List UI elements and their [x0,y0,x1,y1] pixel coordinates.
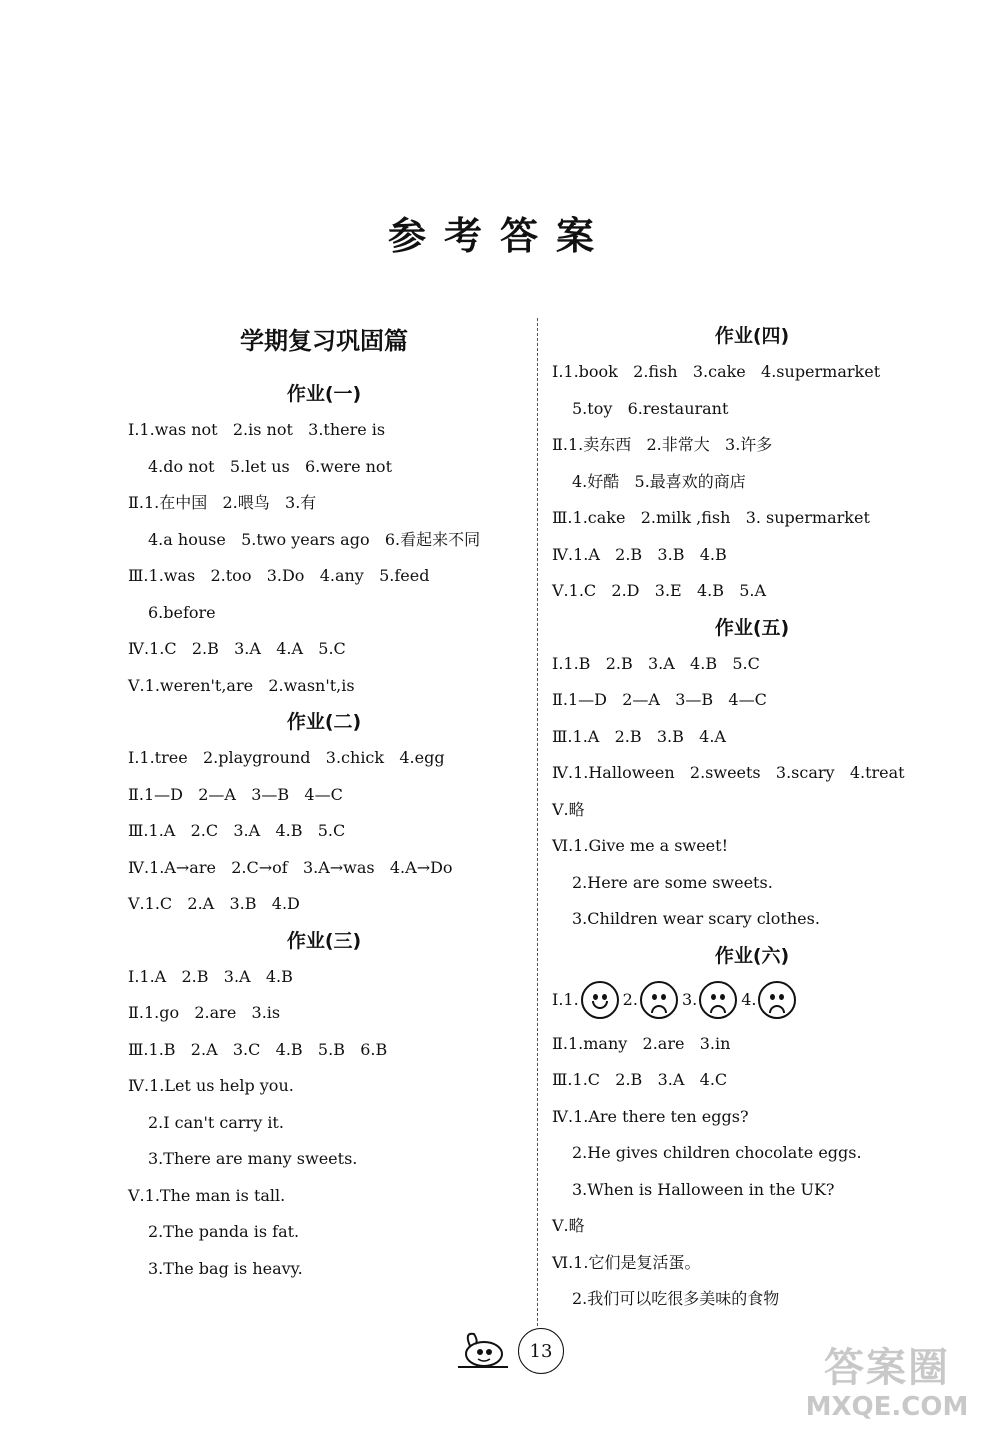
answer-line: 6.before [148,602,216,622]
answer-line: 4.a house 5.two years ago 6.看起来不同 [148,529,481,549]
watermark-en: MXQE.COM [805,1392,969,1422]
answer-line: Ⅱ.1.卖东西 2.非常大 3.许多 [552,435,773,454]
faces-prefix: Ⅰ.1. [552,990,579,1009]
answer-line: Ⅰ.1.was not 2.is not 3.there is [128,420,386,439]
answer-line: Ⅵ.1.Give me a sweet! [552,836,728,855]
face-label: 4. [741,990,757,1009]
answer-line: Ⅰ.1.A 2.B 3.A 4.B [128,966,293,986]
face-label: 3. [681,990,698,1009]
answer-line: 4.do not 5.let us 6.were not [148,456,392,476]
answer-line: 3.The bag is heavy. [148,1258,303,1278]
answer-line: Ⅳ.1.C 2.B 3.A 4.A 5.C [128,639,346,658]
page-number-area [452,1318,572,1378]
answer-line: Ⅲ.1.B 2.A 3.C 4.B 5.B 6.B [128,1039,388,1059]
answer-line: Ⅳ.1.A→are 2.C→of 3.A→was 4.A→Do [128,857,453,877]
answer-line: 2.I can't carry it. [148,1112,284,1132]
answer-line: 3.When is Halloween in the UK? [572,1179,835,1199]
sad-face-icon [699,981,737,1019]
page-number: 13 [518,1328,564,1374]
homework-3-title: 作业(三) [286,929,362,952]
page-title: 参考答案 [387,214,612,258]
smiley-face-icon [581,981,619,1019]
sad-face-icon [640,981,678,1019]
homework-1-title: 作业(一) [286,383,362,405]
column-divider [537,318,538,1326]
homework-2-title: 作业(二) [286,711,362,733]
answer-line: Ⅳ.1.Are there ten eggs? [552,1106,749,1126]
answer-line: Ⅴ.略 [552,799,585,819]
watermark-cn: 答案圈 [824,1345,950,1391]
sad-face-icon [758,981,796,1019]
watermark-logo [792,1344,982,1426]
answer-line: Ⅴ.略 [552,1216,585,1235]
answer-line: Ⅳ.1.Halloween 2.sweets 3.scary 4.treat [552,763,905,782]
answer-line: Ⅱ.1.在中国 2.喂鸟 3.有 [128,493,317,512]
answer-line: 4.好酷 5.最喜欢的商店 [572,471,746,491]
answer-line: Ⅲ.1.cake 2.milk ,fish 3. supermarket [552,508,870,527]
left-column [128,318,520,1287]
answer-line: Ⅱ.1—D 2—A 3—B 4—C [552,690,767,709]
answer-line: Ⅴ.1.The man is tall. [128,1185,286,1205]
answer-line: Ⅱ.1—D 2—A 3—B 4—C [128,784,343,804]
answer-line: 2.The panda is fat. [148,1222,300,1241]
faces-answer-row [552,974,952,1026]
answer-line: 2.He gives children chocolate eggs. [572,1143,862,1162]
answer-line: Ⅵ.1.它们是复活蛋。 [552,1252,701,1272]
answer-line: 2.Here are some sweets. [572,872,773,892]
answer-line: Ⅰ.1.B 2.B 3.A 4.B 5.C [552,653,760,673]
homework-5-title: 作业(五) [714,616,790,639]
homework-4-title: 作业(四) [714,325,790,347]
answer-line: 2.我们可以吃很多美味的食物 [572,1289,780,1308]
homework-6-title: 作业(六) [714,944,790,967]
answer-line: Ⅲ.1.A 2.B 3.B 4.A [552,726,726,746]
answer-line: Ⅲ.1.was 2.too 3.Do 4.any 5.feed [128,566,430,585]
face-label: 2. [622,990,638,1009]
answer-line: Ⅲ.1.A 2.C 3.A 4.B 5.C [128,821,346,840]
answer-line: Ⅴ.1.C 2.A 3.B 4.D [128,894,300,913]
answer-line: Ⅰ.1.book 2.fish 3.cake 4.supermarket [552,362,881,381]
answer-line: Ⅱ.1.go 2.are 3.is [128,1003,281,1022]
right-column [552,318,952,1318]
mascot-icon [454,1326,510,1370]
answer-line: Ⅰ.1.tree 2.playground 3.chick 4.egg [128,748,445,767]
answer-line: 3.Children wear scary clothes. [572,909,820,928]
answer-line: 5.toy 6.restaurant [572,398,729,418]
section-title: 学期复习巩固篇 [240,327,408,355]
answer-line: Ⅳ.1.Let us help you. [128,1076,294,1095]
answer-line: Ⅳ.1.A 2.B 3.B 4.B [552,544,727,564]
answer-line: Ⅴ.1.weren't,are 2.wasn't,is [128,675,355,695]
answer-line: Ⅱ.1.many 2.are 3.in [552,1033,731,1053]
answer-line: 3.There are many sweets. [148,1149,358,1168]
answer-line: Ⅴ.1.C 2.D 3.E 4.B 5.A [552,581,767,600]
answer-line: Ⅲ.1.C 2.B 3.A 4.C [552,1070,728,1089]
